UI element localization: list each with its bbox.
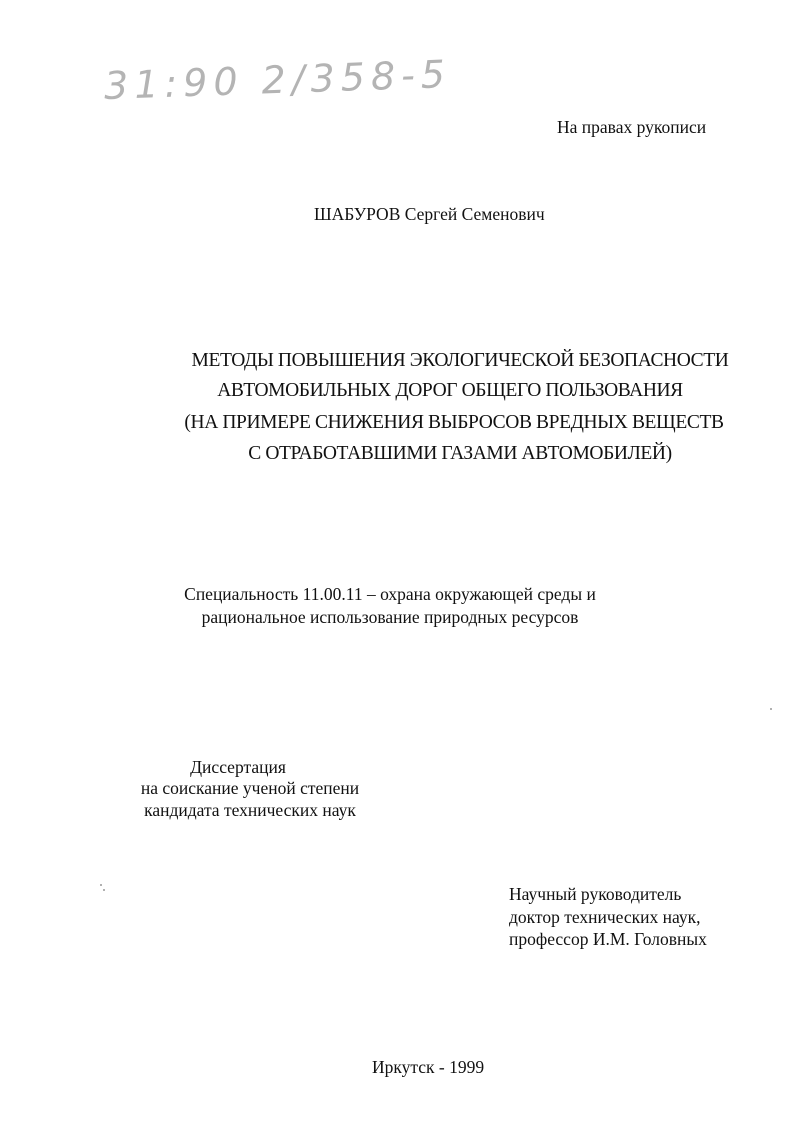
scan-speck [770, 708, 772, 710]
manuscript-rights-note: На правах рукописи [557, 117, 707, 137]
title-line-3: (НА ПРИМЕРЕ СНИЖЕНИЯ ВЫБРОСОВ ВРЕДНЫХ ВЕЩЕСТВ [184, 412, 724, 433]
scan-speck [103, 889, 105, 891]
author-name: ШАБУРОВ Сергей Семенович [314, 204, 545, 224]
degree-line-1: Диссертация [190, 757, 286, 777]
specialty-line-2: рациональное использование природных ресурсов [201, 607, 579, 627]
degree-line-2: на соискание ученой степени [140, 778, 360, 798]
scan-speck [100, 884, 102, 886]
title-line-1: МЕТОДЫ ПОВЫШЕНИЯ ЭКОЛОГИЧЕСКОЙ БЕЗОПАСНОСТИ [191, 350, 729, 371]
handwritten-archive-code: 31:90 2/358-5 [103, 51, 452, 109]
specialty-line-1: Специальность 11.00.11 – охрана окружающей среды и [184, 584, 596, 604]
supervisor-line-2: доктор технических наук, [509, 907, 701, 927]
supervisor-line-3: профессор И.М. Головных [509, 929, 707, 949]
title-line-2: АВТОМОБИЛЬНЫХ ДОРОГ ОБЩЕГО ПОЛЬЗОВАНИЯ [217, 380, 683, 401]
degree-line-3: кандидата технических наук [144, 800, 356, 820]
supervisor-line-1: Научный руководитель [509, 884, 682, 904]
city-year: Иркутск - 1999 [372, 1057, 485, 1077]
title-line-4: С ОТРАБОТАВШИМИ ГАЗАМИ АВТОМОБИЛЕЙ) [248, 443, 672, 464]
